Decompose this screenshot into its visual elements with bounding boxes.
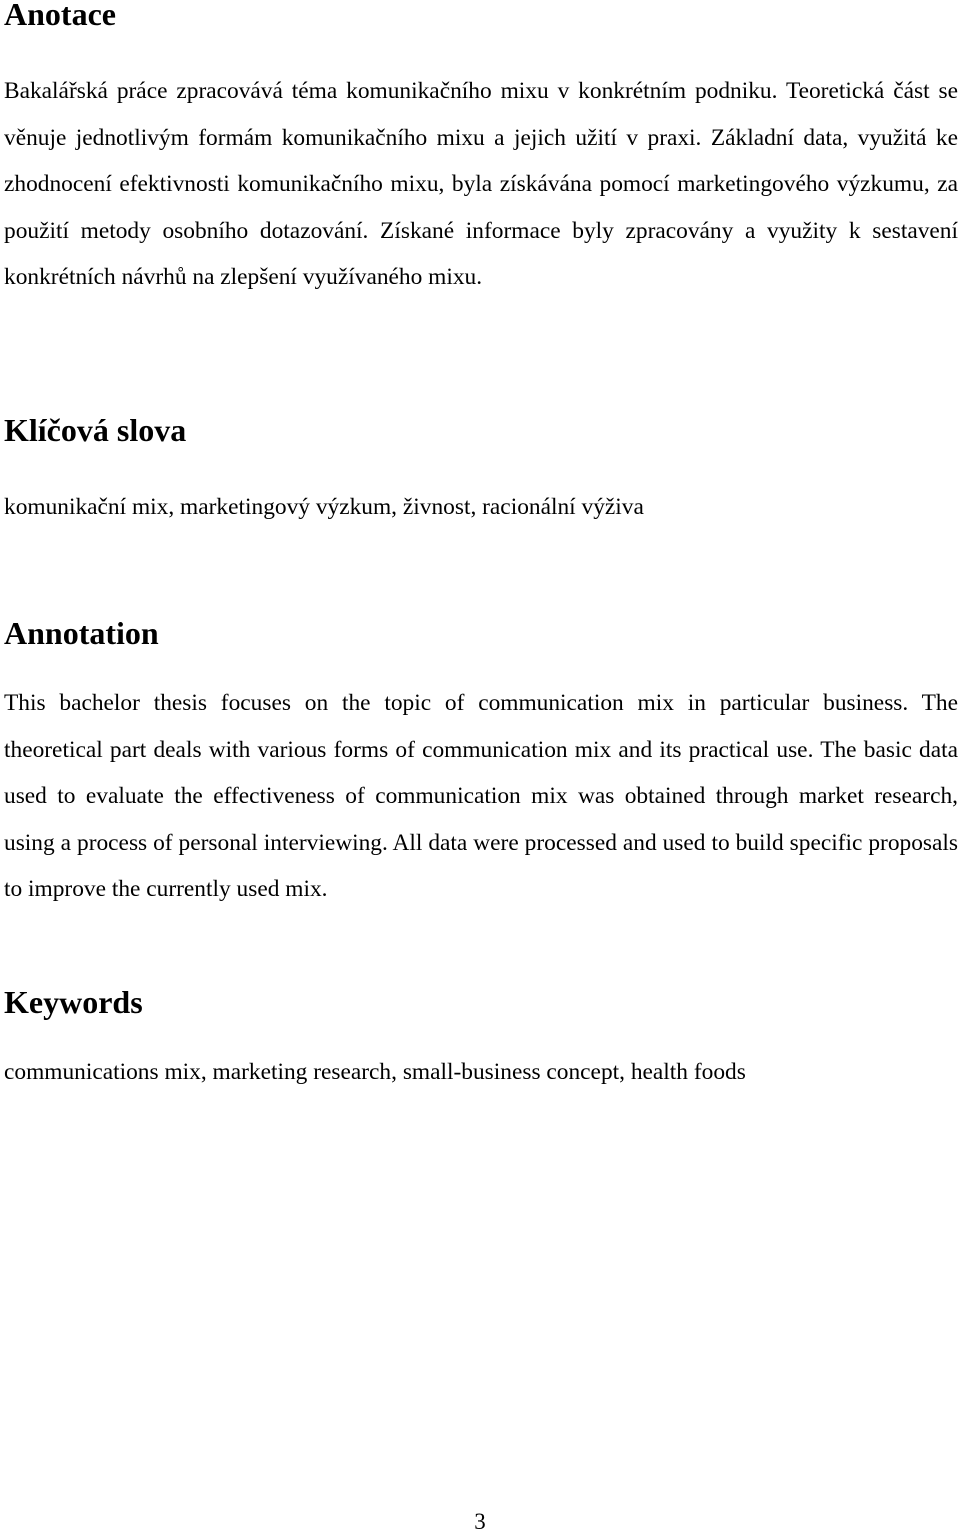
- klicova-slova-text: komunikační mix, marketingový výzkum, živnost, racionální výživa: [4, 494, 644, 520]
- anotace-heading: Anotace: [4, 0, 116, 32]
- keywords-text: communications mix, marketing research, small-business concept, health foods: [4, 1059, 746, 1085]
- keywords-heading: Keywords: [4, 984, 143, 1020]
- annotation-heading: Annotation: [4, 615, 159, 651]
- anotace-text: Bakalářská práce zpracovává téma komunikačního mixu v konkrétním podniku. Teoretická část se věnuje jednotlivým formám komunikačního mixu a jejich užití v praxi. Základní data, využitá ke zhodnocení efektivnosti komunikačního mixu, byla získávána pomocí marketingového výzkumu, za použití metody osobního dotazování. Získané informace byly zpracovány a využity k sestavení konkrétních návrhů na zlepšení využívaného mixu.: [4, 78, 958, 290]
- page-number: 3: [474, 1509, 486, 1534]
- klicova-slova-heading: Klíčová slova: [4, 412, 187, 448]
- annotation-text: This bachelor thesis focuses on the topic of communication mix in particular business. The theoretical part deals with various forms of communication mix and its practical use. The basic data used to evaluate the effectiveness of communication mix was obtained through market research, using a process of personal interviewing. All data were processed and used to build specific proposals to improve the currently used mix.: [4, 690, 958, 902]
